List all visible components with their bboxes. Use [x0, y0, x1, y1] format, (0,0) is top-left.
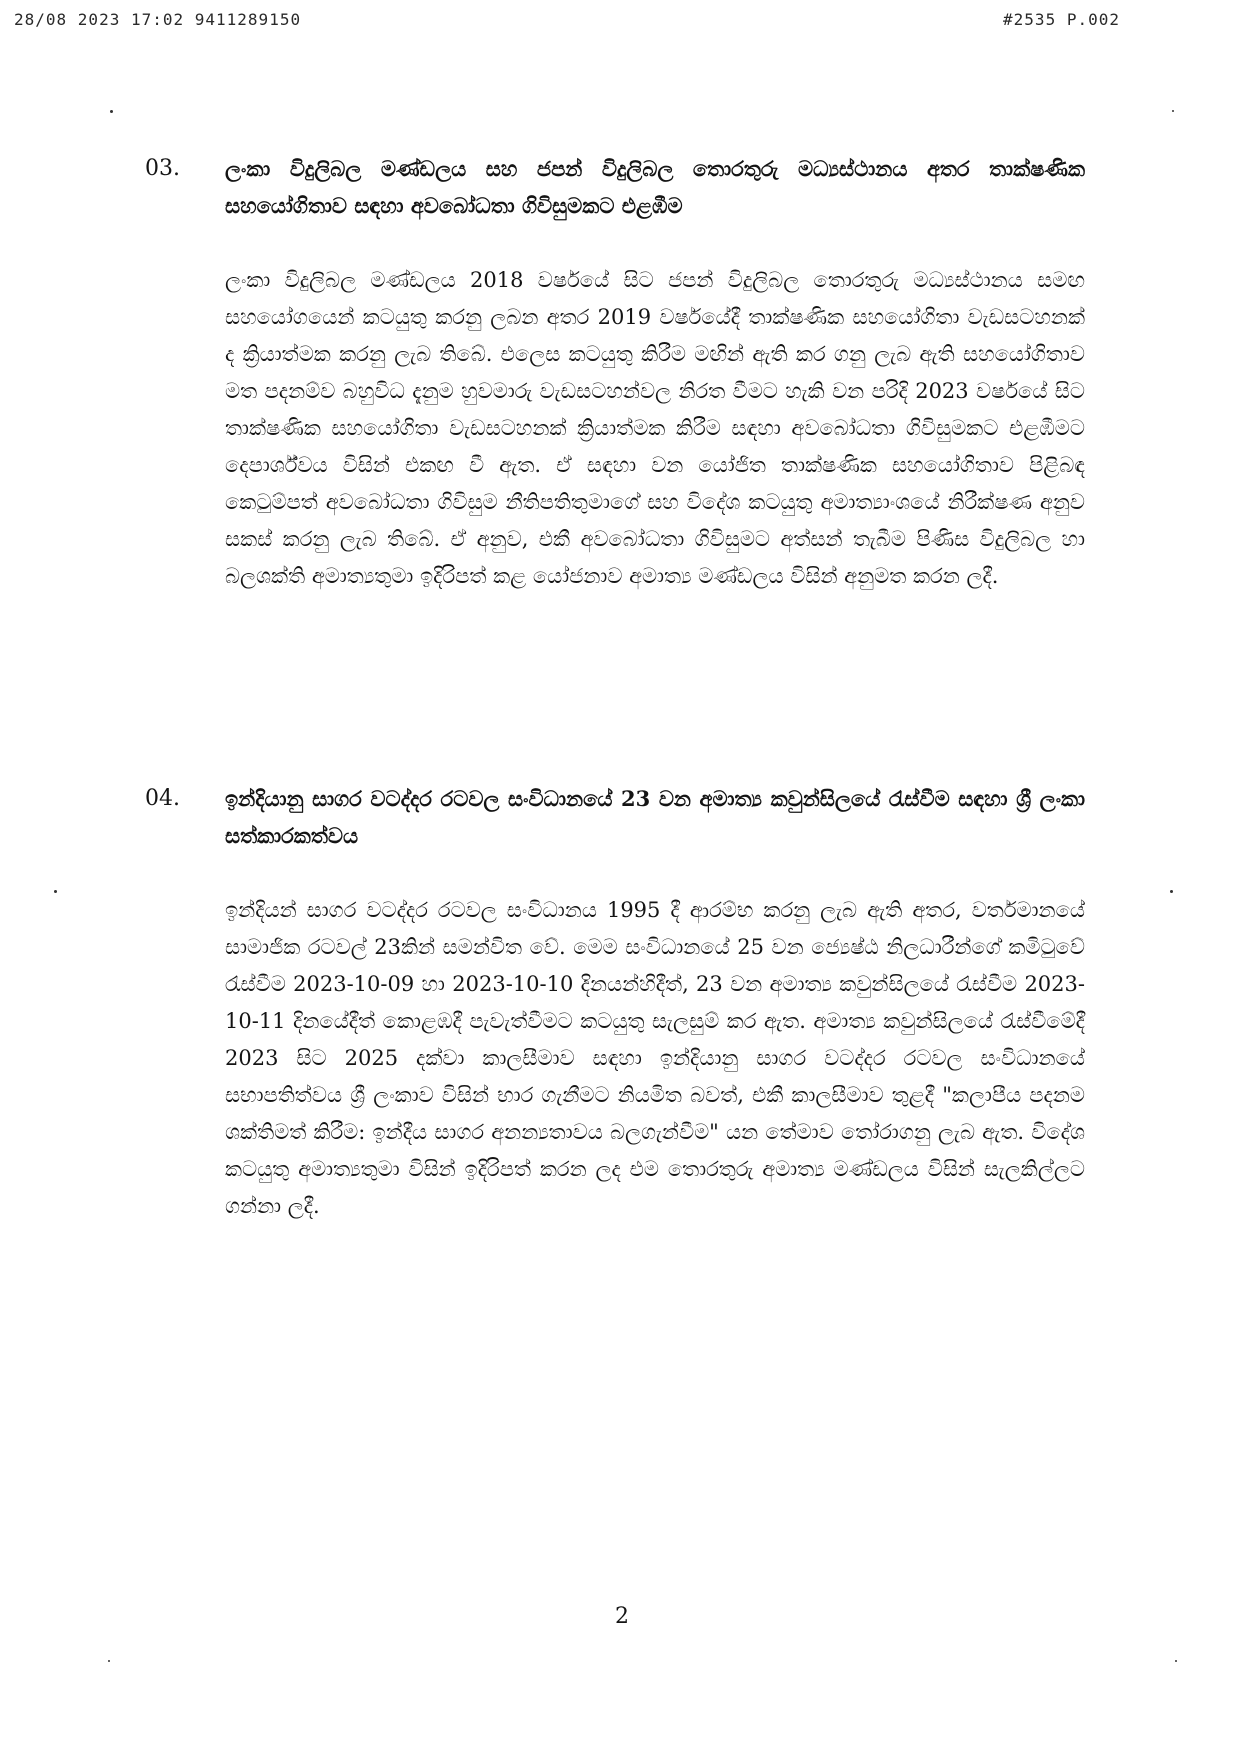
scan-speck	[54, 890, 57, 893]
section-03	[145, 150, 1085, 750]
fax-header-date-phone: 28/08 2023 17:02 9411289150	[14, 10, 302, 29]
scan-speck	[1170, 890, 1173, 893]
page-number: 2	[615, 1604, 629, 1629]
section-title: ඉන්දියානු සාගර වටද්දර රටවල සංවිධානයේ 23 වන අමාත්‍ය කවුන්සිලයේ රැස්වීම සඳහා ශ්‍රී ලංකා සත්කාරකත්වය	[225, 786, 1085, 848]
section-04	[145, 780, 1085, 1340]
section-body: ලංකා විදුලිබල මණ්ඩලය 2018 වර්ෂයේ සිට ජපන් විදුලිබල තොරතුරු මධ්‍යස්ථානය සමඟ සහයෝගයෙන් කටයුතු කරනු ලබන අතර 2019 වර්ෂයේදී තාක්ෂණික සහයෝගිතා වැඩසටහනක් ද ක්‍රියාත්මක කරනු ලැබ තිබේ. එලෙස කටයුතු කිරීම මඟින් ඇති කර ගනු ලැබ ඇති සහයෝගිතාව මත පදනම්ව බහුවිධ දැනුම හුවමාරු වැඩසටහන්වල නිරත වීමට හැකි වන පරිදි 2023 වර්ෂයේ සිට තාක්ෂණික සහයෝගිතා වැඩසටහනක් ක්‍රියාත්මක කිරීම සඳහා අවබෝධතා ගිවිසුමකට එළඹීමට දෙපාර්ශ්වය විසින් එකඟ වී ඇත. ඒ සඳහා වන යෝජිත තාක්ෂණික සහයෝගිතාව පිළිබඳ කෙටුම්පත් අවබෝධතා ගිවිසුම නීතිපතිතුමාගේ සහ විදේශ කටයුතු අමාත්‍යාංශයේ නිරීක්ෂණ අනුව සකස් කරනු ලැබ තිබේ. ඒ අනුව, එකී අවබෝධතා ගිවිසුමට අත්සන් තැබීම පිණිස විදුලිබල හා බලශක්ති අමාත්‍යතුමා ඉදිරිපත් කළ යෝජනාව අමාත්‍ය මණ්ඩලය විසින් අනුමත කරන ලදී.	[225, 268, 1085, 588]
scan-speck	[108, 1660, 110, 1662]
section-number: 03.	[145, 156, 180, 181]
scan-speck	[1172, 110, 1174, 112]
section-body: ඉන්දියන් සාගර වටද්දර රටවල සංවිධානය 1995 දී ආරම්භ කරනු ලැබ ඇති අතර, වර්තමානයේ සාමාජික රටවල් 23කින් සමන්විත වේ. මෙම සංවිධානයේ 25 වන ජ්‍යෙෂ්ඨ නිලධාරීන්ගේ කමිටුවේ රැස්වීම 2023-10-09 හා 2023-10-10 දිනයන්හිදීත්, 23 වන අමාත්‍ය කවුන්සිලයේ රැස්වීම 2023-10-11 දිනයේදීත් කොළඹදී පැවැත්වීමට කටයුතු සැලසුම් කර ඇත. අමාත්‍ය කවුන්සිලයේ රැස්වීමේදී 2023 සිට 2025 දක්වා කාලසීමාව සඳහා ඉන්දියානු සාගර වටද්දර රටවල සංවිධානයේ සභාපතිත්වය ශ්‍රී ලංකාව විසින් භාර ගැනීමට නියමිත බවත්, එකී කාලසීමාව තුළදී "කලාපීය පදනම ශක්තිමත් කිරීම: ඉන්දීය සාගර අනන්‍යතාවය බලගැන්වීම" යන තේමාව තෝරාගනු ලැබ ඇත. විදේශ කටයුතු අමාත්‍යතුමා විසින් ඉදිරිපත් කරන ලද එම තොරතුරු අමාත්‍ය මණ්ඩලය විසින් සැලකිල්ලට ගන්නා ලදී.	[225, 898, 1085, 1218]
scan-speck	[1175, 1660, 1177, 1662]
fax-header	[14, 10, 1120, 34]
fax-header-page-id: #2535 P.002	[1003, 10, 1120, 29]
section-title: ලංකා විදුලිබල මණ්ඩලය සහ ජපන් විදුලිබල තොරතුරු මධ්‍යස්ථානය අතර තාක්ෂණික සහයෝගිතාව සඳහා අවබෝධතා ගිවිසුමකට එළඹීම	[225, 156, 1085, 218]
section-number: 04.	[145, 786, 180, 811]
scan-speck	[110, 110, 113, 113]
